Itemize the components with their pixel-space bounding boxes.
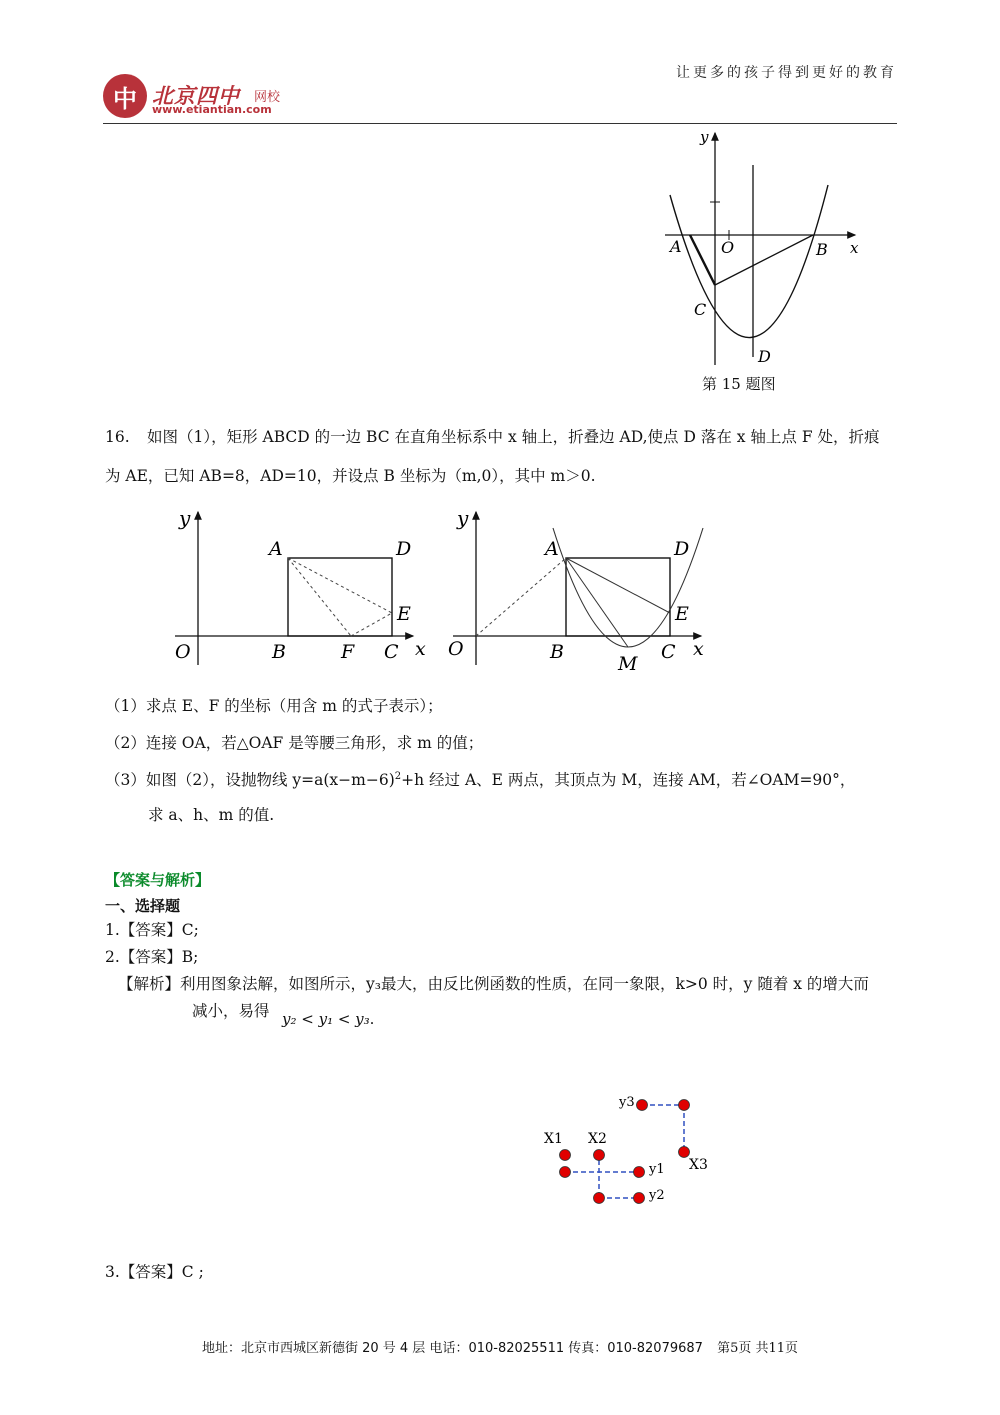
q16-stem-line2: 为 AE，已知 AB=8，AD=10，并设点 B 坐标为（m,0），其中 m＞0. xyxy=(105,467,596,485)
answer-2-dot-figure xyxy=(530,1085,730,1215)
q16-figure-2 xyxy=(443,500,723,685)
logo-name: 北京四中 xyxy=(152,83,240,108)
dot-y2 xyxy=(634,1193,645,1204)
figure-15-graph xyxy=(660,125,870,375)
q16-part3-b: +h 经过 A、E 两点，其顶点为 M，连接 AM，若∠OAM=90°， xyxy=(401,771,856,790)
q16-part3-line1 xyxy=(105,771,855,790)
label-x1: X1 xyxy=(544,1131,563,1147)
fig1-label-B: B xyxy=(272,641,286,663)
answer-2-explanation-line2: 减小，易得 xyxy=(192,1002,270,1020)
fig2-label-C: C xyxy=(661,641,676,663)
q16-stem-line1: 如图（1），矩形 ABCD 的一边 BC 在直角坐标系中 x 轴上，折叠边 AD,使点 D 落在 x 轴上点 F 处，折痕 xyxy=(147,428,880,446)
formula-period: . xyxy=(369,1010,375,1028)
header-slogan: 让更多的孩子得到更好的教育 xyxy=(676,65,897,81)
fig1-label-y: y xyxy=(179,506,191,530)
fig2-rectangle-ABCD xyxy=(566,558,670,636)
label-y1: y1 xyxy=(649,1162,665,1177)
header-divider xyxy=(103,123,897,124)
dot-x2-base xyxy=(594,1193,605,1204)
answer-2: 2.【答案】B; xyxy=(105,948,199,966)
dot-x3 xyxy=(679,1147,690,1158)
f15-label-y: y xyxy=(700,128,709,146)
dot-x2 xyxy=(594,1150,605,1161)
f15-segment-AC xyxy=(690,235,715,285)
q16-part1: （1）求点 E、F 的坐标（用含 m 的式子表示）； xyxy=(105,697,443,715)
formula-inequality: y₂ < y₁ < y₃ xyxy=(282,1010,370,1028)
fig2-label-x: x xyxy=(693,638,704,660)
figure-15-caption: 第 15 题图 xyxy=(702,375,776,393)
fig2-segment-OA xyxy=(476,558,566,636)
answer-2-explanation xyxy=(118,975,898,994)
f15-label-O: O xyxy=(721,238,735,257)
fig2-segment-AM xyxy=(566,558,628,647)
fig1-label-A: A xyxy=(269,538,283,560)
f15-label-x: x xyxy=(850,239,859,257)
explanation-text: 利用图象法解，如图所示，y₃最大，由反比例函数的性质，在同一象限，k>0 时，y 随着 x 的增大而 xyxy=(180,975,869,993)
q16-part3-a: （3）如图（2），设抛物线 y=a(x−m−6) xyxy=(105,771,395,790)
fig1-segment-FE xyxy=(351,613,392,636)
label-y3: y3 xyxy=(619,1095,635,1110)
label-y2: y2 xyxy=(649,1188,665,1203)
q16-part3-line2: 求 a、h、m 的值. xyxy=(148,806,275,824)
logo-url: www.etiantian.com xyxy=(152,103,272,116)
fig1-label-C: C xyxy=(384,641,399,663)
dot-x1 xyxy=(560,1150,571,1161)
answer-3: 3.【答案】C ; xyxy=(105,1263,204,1281)
fig1-fold-AF xyxy=(288,558,351,636)
page-footer xyxy=(0,1337,1000,1356)
f15-label-B: B xyxy=(816,240,828,259)
fig1-rectangle-ABCD xyxy=(288,558,392,636)
answer-1: 1.【答案】C; xyxy=(105,921,199,939)
fig1-label-x: x xyxy=(415,638,426,660)
fig2-label-B: B xyxy=(550,641,564,663)
f15-label-A: A xyxy=(670,237,682,256)
logo-emblem xyxy=(103,74,147,118)
fig1-label-E: E xyxy=(397,603,411,625)
dot-y1 xyxy=(634,1167,645,1178)
footer-page-number: 第5页 共11页 xyxy=(717,1341,799,1356)
dot-y3 xyxy=(637,1100,648,1111)
fig2-segment-AE xyxy=(566,558,670,613)
fig2-label-M: M xyxy=(618,653,638,675)
q16-number: 16. xyxy=(105,428,130,446)
fig1-label-D: D xyxy=(396,538,412,560)
fig2-label-A: A xyxy=(545,538,559,560)
fig2-label-y: y xyxy=(457,506,469,530)
f15-label-C: C xyxy=(694,300,707,319)
q16-part3-exponent: 2 xyxy=(394,771,402,782)
q16-figure-1 xyxy=(165,500,435,680)
logo-glyph: 中 xyxy=(113,84,137,113)
fig2-label-E: E xyxy=(675,603,689,625)
dot-x1-base xyxy=(560,1167,571,1178)
fig2-label-O: O xyxy=(448,638,464,660)
label-x2: X2 xyxy=(588,1131,607,1147)
fig2-label-D: D xyxy=(674,538,690,560)
label-x3: X3 xyxy=(689,1157,708,1173)
answers-heading: 【答案与解析】 xyxy=(105,871,211,889)
fig1-label-F: F xyxy=(341,641,355,663)
fig1-label-O: O xyxy=(175,641,191,663)
answer-2-formula xyxy=(282,1010,374,1028)
footer-address: 地址：北京市西城区新德街 20 号 4 层 电话：010-82025511 传真：010-82079687 xyxy=(201,1341,703,1356)
explanation-label: 【解析】 xyxy=(118,975,181,993)
fig1-crease-AE xyxy=(288,558,392,613)
section-choice-heading: 一、选择题 xyxy=(105,897,181,915)
q16-part2: （2）连接 OA，若△OAF 是等腰三角形，求 m 的值； xyxy=(105,734,484,752)
logo-subtitle: 网校 xyxy=(254,90,281,105)
f15-label-D: D xyxy=(758,347,771,366)
dot-y3-corner xyxy=(679,1100,690,1111)
